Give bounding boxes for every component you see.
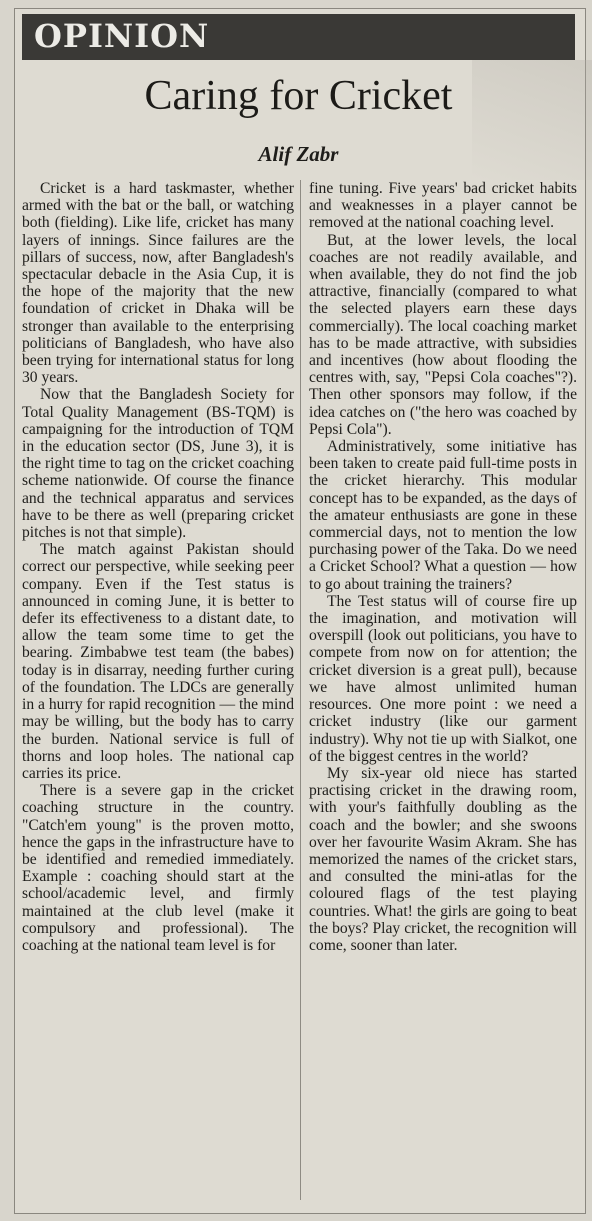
article-headline: Caring for Cricket xyxy=(144,73,453,119)
section-label: OPINION xyxy=(34,17,210,55)
paragraph: The match against Pakistan should correct our perspective, while seeking peer company. Even if the Test status is announced in coming June, it is better to defer its effectiveness to a distant date, to allow the team some time to get the bearing. Zimbabwe test team (the babes) today is in disarray, needing further curing of the foundation. The LDCs are generally in a hurry for rapid recognition — the mind may be willing, but the body has to carry the burden. National service is full of thorns and loop holes. The national cap carries its price. xyxy=(22,541,294,782)
paragraph: My six-year old niece has started practising cricket in the drawing room, with your's faithfully doubling as the coach and the bowler; and she swoons over her favourite Wasim Akram. She has memorized the names of the cricket stars, and consulted the mini-atlas for the coloured flags of the test playing countries. What! the girls are going to beat the boys? Play cricket, the recognition will come, sooner than later. xyxy=(309,764,577,954)
article-byline: Alif Zabr xyxy=(258,142,339,166)
paragraph: But, at the lower levels, the local coaches are not readily available, and when available, they do not find the job attractive, financially (compared to what the selected players earn these days commercially). The local coaching market has to be made attractive, with subsidies and incentives (how about flooding the centres with, say, "Pepsi Cola coaches"?). Then other sponsors may follow, if the idea catches on ("the hero was coached by Pepsi Cola"). xyxy=(309,231,577,438)
paragraph: There is a severe gap in the cricket coaching structure in the country. "Catch'em young" is the proven motto, hence the gaps in the infrastructure have to be identified and remedied immediately. Example : coaching should start at the school/academic level, and firmly maintained at the club level (make it compulsory and professional). The coaching at the national team level is for xyxy=(22,782,294,954)
column-divider xyxy=(300,180,301,1200)
section-banner xyxy=(22,14,575,60)
left-column xyxy=(22,180,294,954)
right-column xyxy=(309,180,577,954)
paragraph: The Test status will of course fire up the imagination, and motivation will overspill (look out politicians, you have to compete from now on for attention; the cricket diversion is a great pull), because we have almost unlimited human resources. One more point : we need a cricket industry (like our garment industry). Why not tie up with Sialkot, one of the biggest centres in the world? xyxy=(309,592,577,765)
paragraph: Administratively, some initiative has been taken to create paid full-time posts in the cricket hierarchy. This modular concept has to be expanded, as the days of the amateur enthusiasts are gone in these commercial days, not to mention the low purchasing power of the Taka. Do we need a Cricket School? What a question — how to go about training the trainers? xyxy=(309,438,577,593)
paragraph: fine tuning. Five years' bad cricket habits and weaknesses in a player cannot be removed at the national coaching level. xyxy=(309,180,577,232)
paragraph: Cricket is a hard taskmaster, whether armed with the bat or the ball, or watching both (fielding). Like life, cricket has many layers of innings. Since failures are the pillars of success, now, after Bangladesh's spectacular debacle in the Asia Cup, it is the hope of the majority that the new foundation of cricket in Dhaka will be stronger than available to the enterprising politicians of Bangladesh, who have also been trying for international status for long 30 years. xyxy=(22,180,294,387)
paragraph: Now that the Bangladesh Society for Total Quality Management (BS-TQM) is campaigning for the introduction of TQM in the education sector (DS, June 3), it is the right time to tag on the cricket coaching scheme nationwide. Of course the finance and the technical apparatus and services have to be there as well (preparing cricket pitches is not that simple). xyxy=(22,386,294,542)
